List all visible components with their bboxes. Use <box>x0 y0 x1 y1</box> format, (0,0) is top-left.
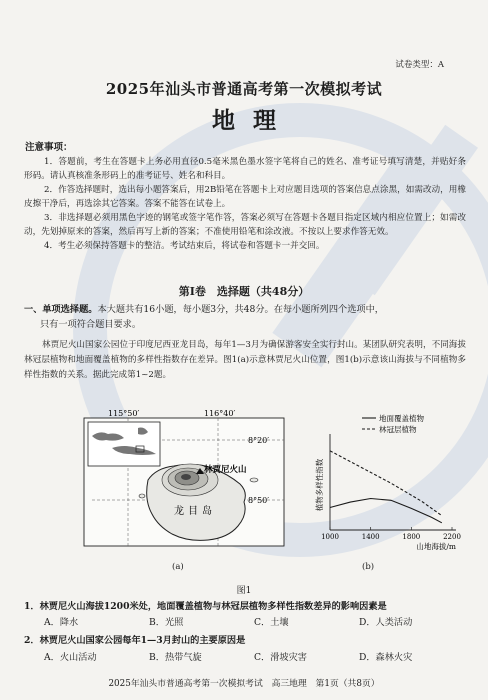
option[interactable]: C．滑坡灾害 <box>254 652 307 663</box>
lat-label: 8°20′ <box>248 436 270 445</box>
fig-b-label: (b) <box>362 562 375 572</box>
question-1-options <box>44 614 464 628</box>
figure-caption: 图1 <box>236 586 252 596</box>
instruction-cont: 只有一项符合题目要求。 <box>40 319 142 330</box>
lon-label: 115°50′ <box>108 410 140 418</box>
question-2-options <box>44 649 464 663</box>
instruction-text: 本大题共有16小题，每小题3分，共48分。在每小题所列四个选项中， <box>97 304 384 315</box>
inset-map <box>88 422 160 466</box>
instruction-lead: 一、单项选择题。 <box>24 304 98 315</box>
option[interactable]: C．土壤 <box>254 617 289 628</box>
x-tick-label: 2200 <box>443 533 461 541</box>
map-figure <box>78 410 290 560</box>
lat-label: 8°50′ <box>248 496 270 505</box>
page-footer: 2025年汕头市普通高考第一次模拟考试 高三地理 第1页（共8页） <box>108 679 380 689</box>
section-title: 第Ⅰ卷 选择题（共48分） <box>178 285 310 298</box>
legend-label-1: 林冠层植物 <box>379 425 417 434</box>
exam-title: 2025年汕头市普通高考第一次模拟考试 <box>105 80 383 98</box>
notes-heading: 注意事项： <box>25 142 73 153</box>
series-line-1 <box>330 451 442 516</box>
question-1: 1．林贾尼火山海拔1200米处，地面覆盖植物与林冠层植物多样性指数差异的影响因素是 <box>24 601 387 612</box>
option[interactable]: A．降水 <box>44 617 79 628</box>
x-tick-label: 1400 <box>361 533 380 541</box>
x-axis-label: 山地海拔/m <box>416 542 456 551</box>
fig-a-label: (a) <box>172 562 184 572</box>
option[interactable]: D．森林火灾 <box>359 652 413 663</box>
question-2: 2．林贾尼火山国家公园每年1—3月封山的主要原因是 <box>24 635 246 646</box>
notes-list <box>24 155 466 253</box>
note-item: 2．作答选择题时，选出每小题答案后，用2B铅笔在答题卡上对应题目选项的答案信息点涂黑，如需改动，用橡皮擦干净后，再选涂其它答案。答案不能答在试卷上。 <box>24 185 466 209</box>
option[interactable]: A．火山活动 <box>44 652 97 663</box>
diversity-chart <box>296 410 474 560</box>
y-axis-label: 植物多样性指数 <box>315 458 324 512</box>
legend-label-0: 地面覆盖植物 <box>379 414 424 423</box>
note-item: 3．非选择题必须用黑色字迹的钢笔或签字笔作答，答案必须写在答题卡各题目指定区域内相应位置上；如需改动，先划掉原来的答案，然后再写上新的答案；不准使用铅笔和涂改液。不按以上要求作答无效。 <box>24 213 466 237</box>
option[interactable]: B．光照 <box>149 617 184 628</box>
island-label: 龙目岛 <box>174 506 216 517</box>
lon-label: 116°40′ <box>204 410 236 418</box>
x-tick-label: 1800 <box>402 533 421 541</box>
material-text: 林贾尼火山国家公园位于印度尼西亚龙目岛，每年1—3月为确保游客安全实行封山。某团队研究表明，不同海拔林冠层植物和地面覆盖植物的多样性指数存在差异。图1(a)示意林贾尼火山位置，图1(b)示意该山海拔与不同植物多样性指数的关系。据此完成第1~2题。 <box>24 340 466 380</box>
figure-1 <box>60 400 460 570</box>
paper-type: 试卷类型：A <box>395 60 444 70</box>
x-tick-label: 1000 <box>321 533 339 541</box>
section-instructions <box>24 302 466 332</box>
option[interactable]: D．人类活动 <box>359 617 413 628</box>
note-item: 1．答题前，考生在答题卡上务必用直径0.5毫米黑色墨水签字笔将自己的姓名、准考证号填写清楚，并贴好条形码。请认真核准条形码上的准考证号、姓名和科目。 <box>24 157 466 181</box>
volcano-label: 林贾尼火山 <box>204 465 247 475</box>
subject-title: 地理 <box>212 107 294 134</box>
option[interactable]: B．热带气旋 <box>149 652 202 663</box>
note-item: 4．考生必须保持答题卡的整洁。考试结束后，将试卷和答题卡一并交回。 <box>44 241 325 251</box>
series-line-0 <box>330 499 442 523</box>
